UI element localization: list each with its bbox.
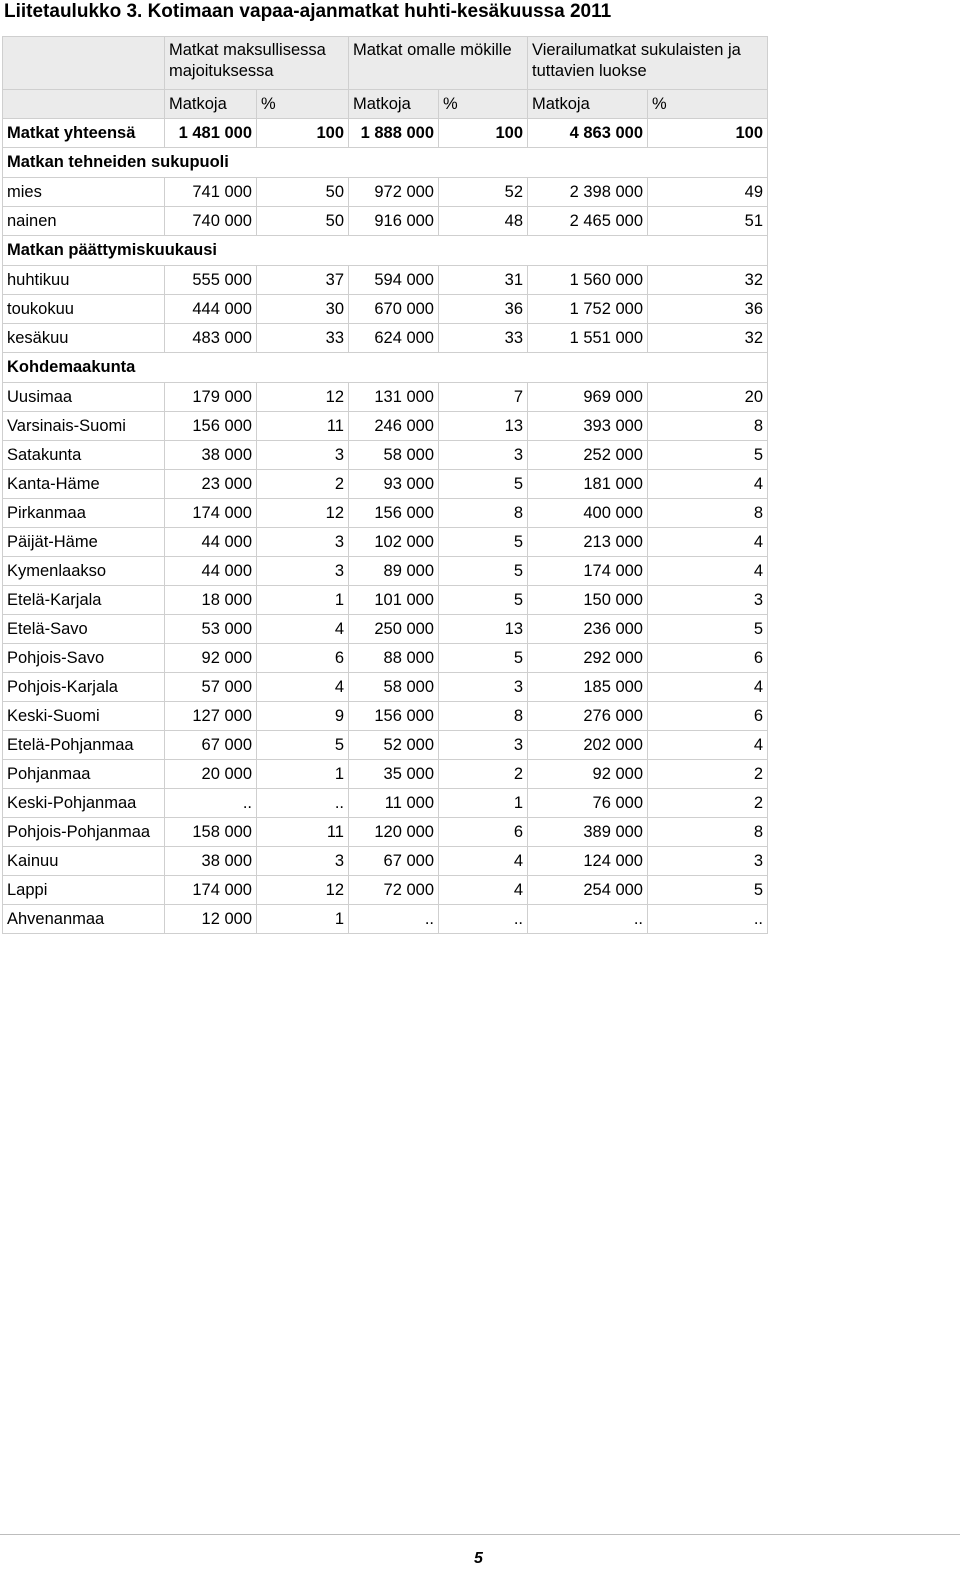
row-label: toukokuu [3, 295, 165, 324]
value-cell: 5 [439, 470, 528, 499]
value-cell: 3 [648, 586, 768, 615]
value-cell: 3 [257, 847, 349, 876]
value-cell: 2 [439, 760, 528, 789]
header-group-row [3, 37, 768, 90]
row-label: Kainuu [3, 847, 165, 876]
value-cell: 13 [439, 615, 528, 644]
value-cell: 76 000 [528, 789, 648, 818]
total-row [3, 119, 768, 148]
table-row [3, 441, 768, 470]
value-cell: 12 [257, 383, 349, 412]
value-cell: 100 [648, 119, 768, 148]
value-cell: 57 000 [165, 673, 257, 702]
header-sub-row [3, 90, 768, 119]
table-row [3, 470, 768, 499]
value-cell: 92 000 [165, 644, 257, 673]
section-title: Matkan päättymiskuukausi [3, 236, 768, 266]
value-cell: 3 [439, 731, 528, 760]
value-cell: 4 [257, 615, 349, 644]
value-cell: 916 000 [349, 207, 439, 236]
value-cell: 31 [439, 266, 528, 295]
value-cell: 48 [439, 207, 528, 236]
value-cell: 1 481 000 [165, 119, 257, 148]
value-cell: 624 000 [349, 324, 439, 353]
value-cell: 100 [257, 119, 349, 148]
row-label: Etelä-Savo [3, 615, 165, 644]
value-cell: 1 560 000 [528, 266, 648, 295]
row-label: Keski-Pohjanmaa [3, 789, 165, 818]
row-label: Keski-Suomi [3, 702, 165, 731]
value-cell: 4 [648, 470, 768, 499]
value-cell: 389 000 [528, 818, 648, 847]
value-cell: 131 000 [349, 383, 439, 412]
value-cell: 4 [648, 731, 768, 760]
row-label: kesäkuu [3, 324, 165, 353]
row-label: Kanta-Häme [3, 470, 165, 499]
value-cell: 246 000 [349, 412, 439, 441]
value-cell: 5 [648, 876, 768, 905]
value-cell: 44 000 [165, 528, 257, 557]
value-cell: 52 000 [349, 731, 439, 760]
value-cell: 50 [257, 178, 349, 207]
value-cell: 37 [257, 266, 349, 295]
table-row [3, 818, 768, 847]
value-cell: 120 000 [349, 818, 439, 847]
value-cell: 49 [648, 178, 768, 207]
value-cell: 4 [648, 528, 768, 557]
value-cell: 23 000 [165, 470, 257, 499]
value-cell: .. [165, 789, 257, 818]
value-cell: 969 000 [528, 383, 648, 412]
section-title: Kohdemaakunta [3, 353, 768, 383]
value-cell: 5 [439, 528, 528, 557]
value-cell: 174 000 [165, 876, 257, 905]
value-cell: 9 [257, 702, 349, 731]
sub-header: % [648, 90, 768, 119]
data-table [2, 36, 768, 934]
value-cell: 4 863 000 [528, 119, 648, 148]
value-cell: 276 000 [528, 702, 648, 731]
value-cell: 33 [439, 324, 528, 353]
value-cell: 185 000 [528, 673, 648, 702]
value-cell: 254 000 [528, 876, 648, 905]
corner-cell [3, 90, 165, 119]
value-cell: 12 [257, 876, 349, 905]
value-cell: 252 000 [528, 441, 648, 470]
value-cell: 51 [648, 207, 768, 236]
value-cell: .. [257, 789, 349, 818]
value-cell: 33 [257, 324, 349, 353]
value-cell: 1 551 000 [528, 324, 648, 353]
table-row [3, 789, 768, 818]
value-cell: 741 000 [165, 178, 257, 207]
value-cell: 3 [257, 528, 349, 557]
page-title: Liitetaulukko 3. Kotimaan vapaa-ajanmatkat huhti-kesäkuussa 2011 [4, 1, 612, 22]
row-label: Pohjois-Pohjanmaa [3, 818, 165, 847]
value-cell: 36 [439, 295, 528, 324]
value-cell: 3 [257, 557, 349, 586]
row-label: Etelä-Karjala [3, 586, 165, 615]
sub-header: % [439, 90, 528, 119]
value-cell: 67 000 [165, 731, 257, 760]
section-header-row [3, 148, 768, 178]
value-cell: 5 [648, 615, 768, 644]
value-cell: 100 [439, 119, 528, 148]
table-row [3, 207, 768, 236]
table-row [3, 905, 768, 934]
value-cell: 6 [648, 702, 768, 731]
value-cell: 555 000 [165, 266, 257, 295]
value-cell: 483 000 [165, 324, 257, 353]
row-label: Lappi [3, 876, 165, 905]
value-cell: 3 [439, 441, 528, 470]
value-cell: .. [439, 905, 528, 934]
value-cell: 12 000 [165, 905, 257, 934]
row-label: Pohjois-Savo [3, 644, 165, 673]
value-cell: 1 752 000 [528, 295, 648, 324]
page-number: 5 [474, 1550, 483, 1567]
value-cell: 11 [257, 818, 349, 847]
value-cell: 12 [257, 499, 349, 528]
row-label: Varsinais-Suomi [3, 412, 165, 441]
sub-header: % [257, 90, 349, 119]
value-cell: 6 [257, 644, 349, 673]
value-cell: 30 [257, 295, 349, 324]
sub-header: Matkoja [165, 90, 257, 119]
value-cell: 1 [257, 905, 349, 934]
table-row [3, 295, 768, 324]
value-cell: .. [349, 905, 439, 934]
table-row [3, 644, 768, 673]
row-label: Pohjanmaa [3, 760, 165, 789]
value-cell: 6 [648, 644, 768, 673]
table-row [3, 702, 768, 731]
value-cell: 89 000 [349, 557, 439, 586]
value-cell: 5 [257, 731, 349, 760]
row-label: Päijät-Häme [3, 528, 165, 557]
row-label: Etelä-Pohjanmaa [3, 731, 165, 760]
row-label: Uusimaa [3, 383, 165, 412]
value-cell: 2 [257, 470, 349, 499]
value-cell: 101 000 [349, 586, 439, 615]
value-cell: 32 [648, 266, 768, 295]
value-cell: 179 000 [165, 383, 257, 412]
value-cell: 53 000 [165, 615, 257, 644]
footer-divider [0, 1534, 960, 1535]
value-cell: 393 000 [528, 412, 648, 441]
value-cell: 6 [439, 818, 528, 847]
value-cell: 35 000 [349, 760, 439, 789]
value-cell: 20 000 [165, 760, 257, 789]
value-cell: 20 [648, 383, 768, 412]
value-cell: 8 [648, 412, 768, 441]
table-row [3, 557, 768, 586]
row-label: Satakunta [3, 441, 165, 470]
corner-cell [3, 37, 165, 90]
value-cell: 52 [439, 178, 528, 207]
value-cell: 58 000 [349, 673, 439, 702]
value-cell: 5 [648, 441, 768, 470]
value-cell: 156 000 [349, 499, 439, 528]
value-cell: 174 000 [165, 499, 257, 528]
table-row [3, 383, 768, 412]
row-label: Pirkanmaa [3, 499, 165, 528]
value-cell: 93 000 [349, 470, 439, 499]
value-cell: 2 [648, 760, 768, 789]
value-cell: 5 [439, 557, 528, 586]
sub-header: Matkoja [528, 90, 648, 119]
value-cell: 88 000 [349, 644, 439, 673]
value-cell: 3 [439, 673, 528, 702]
value-cell: 972 000 [349, 178, 439, 207]
table-row [3, 876, 768, 905]
value-cell: 740 000 [165, 207, 257, 236]
value-cell: 50 [257, 207, 349, 236]
value-cell: 36 [648, 295, 768, 324]
value-cell: 2 465 000 [528, 207, 648, 236]
row-label: Kymenlaakso [3, 557, 165, 586]
value-cell: 4 [439, 847, 528, 876]
value-cell: 13 [439, 412, 528, 441]
value-cell: 3 [648, 847, 768, 876]
value-cell: 7 [439, 383, 528, 412]
table-row [3, 324, 768, 353]
table-row [3, 847, 768, 876]
value-cell: 8 [648, 818, 768, 847]
row-label: huhtikuu [3, 266, 165, 295]
group-header: Matkat omalle mökille [349, 37, 528, 90]
table-row [3, 615, 768, 644]
row-label: Pohjois-Karjala [3, 673, 165, 702]
value-cell: .. [528, 905, 648, 934]
value-cell: 158 000 [165, 818, 257, 847]
value-cell: 174 000 [528, 557, 648, 586]
sub-header: Matkoja [349, 90, 439, 119]
value-cell: 11 000 [349, 789, 439, 818]
value-cell: 38 000 [165, 847, 257, 876]
section-header-row [3, 353, 768, 383]
value-cell: 202 000 [528, 731, 648, 760]
table-row [3, 760, 768, 789]
value-cell: 594 000 [349, 266, 439, 295]
value-cell: 92 000 [528, 760, 648, 789]
value-cell: 1 888 000 [349, 119, 439, 148]
value-cell: 5 [439, 586, 528, 615]
table-row [3, 731, 768, 760]
value-cell: 124 000 [528, 847, 648, 876]
value-cell: 400 000 [528, 499, 648, 528]
value-cell: 8 [648, 499, 768, 528]
value-cell: 1 [257, 586, 349, 615]
value-cell: 2 398 000 [528, 178, 648, 207]
section-title: Matkan tehneiden sukupuoli [3, 148, 768, 178]
table-row [3, 412, 768, 441]
value-cell: 250 000 [349, 615, 439, 644]
value-cell: 3 [257, 441, 349, 470]
value-cell: 156 000 [349, 702, 439, 731]
table-row [3, 266, 768, 295]
value-cell: 5 [439, 644, 528, 673]
value-cell: 4 [648, 673, 768, 702]
value-cell: 213 000 [528, 528, 648, 557]
value-cell: 11 [257, 412, 349, 441]
section-header-row [3, 236, 768, 266]
value-cell: 1 [439, 789, 528, 818]
row-label: nainen [3, 207, 165, 236]
value-cell: 32 [648, 324, 768, 353]
value-cell: 670 000 [349, 295, 439, 324]
value-cell: 181 000 [528, 470, 648, 499]
value-cell: 127 000 [165, 702, 257, 731]
value-cell: 72 000 [349, 876, 439, 905]
value-cell: 18 000 [165, 586, 257, 615]
row-label: Ahvenanmaa [3, 905, 165, 934]
value-cell: 1 [257, 760, 349, 789]
value-cell: 67 000 [349, 847, 439, 876]
value-cell: 150 000 [528, 586, 648, 615]
value-cell: 236 000 [528, 615, 648, 644]
value-cell: 8 [439, 499, 528, 528]
row-label: Matkat yhteensä [3, 119, 165, 148]
value-cell: 102 000 [349, 528, 439, 557]
value-cell: 2 [648, 789, 768, 818]
value-cell: 8 [439, 702, 528, 731]
table-row [3, 499, 768, 528]
table-row [3, 528, 768, 557]
group-header: Matkat maksullisessa majoituksessa [165, 37, 349, 90]
value-cell: 444 000 [165, 295, 257, 324]
group-header: Vierailumatkat sukulaisten ja tuttavien luokse [528, 37, 768, 90]
value-cell: 4 [439, 876, 528, 905]
value-cell: 292 000 [528, 644, 648, 673]
value-cell: .. [648, 905, 768, 934]
value-cell: 44 000 [165, 557, 257, 586]
row-label: mies [3, 178, 165, 207]
table-row [3, 178, 768, 207]
value-cell: 58 000 [349, 441, 439, 470]
value-cell: 4 [648, 557, 768, 586]
value-cell: 4 [257, 673, 349, 702]
value-cell: 156 000 [165, 412, 257, 441]
value-cell: 38 000 [165, 441, 257, 470]
table-row [3, 673, 768, 702]
table-row [3, 586, 768, 615]
